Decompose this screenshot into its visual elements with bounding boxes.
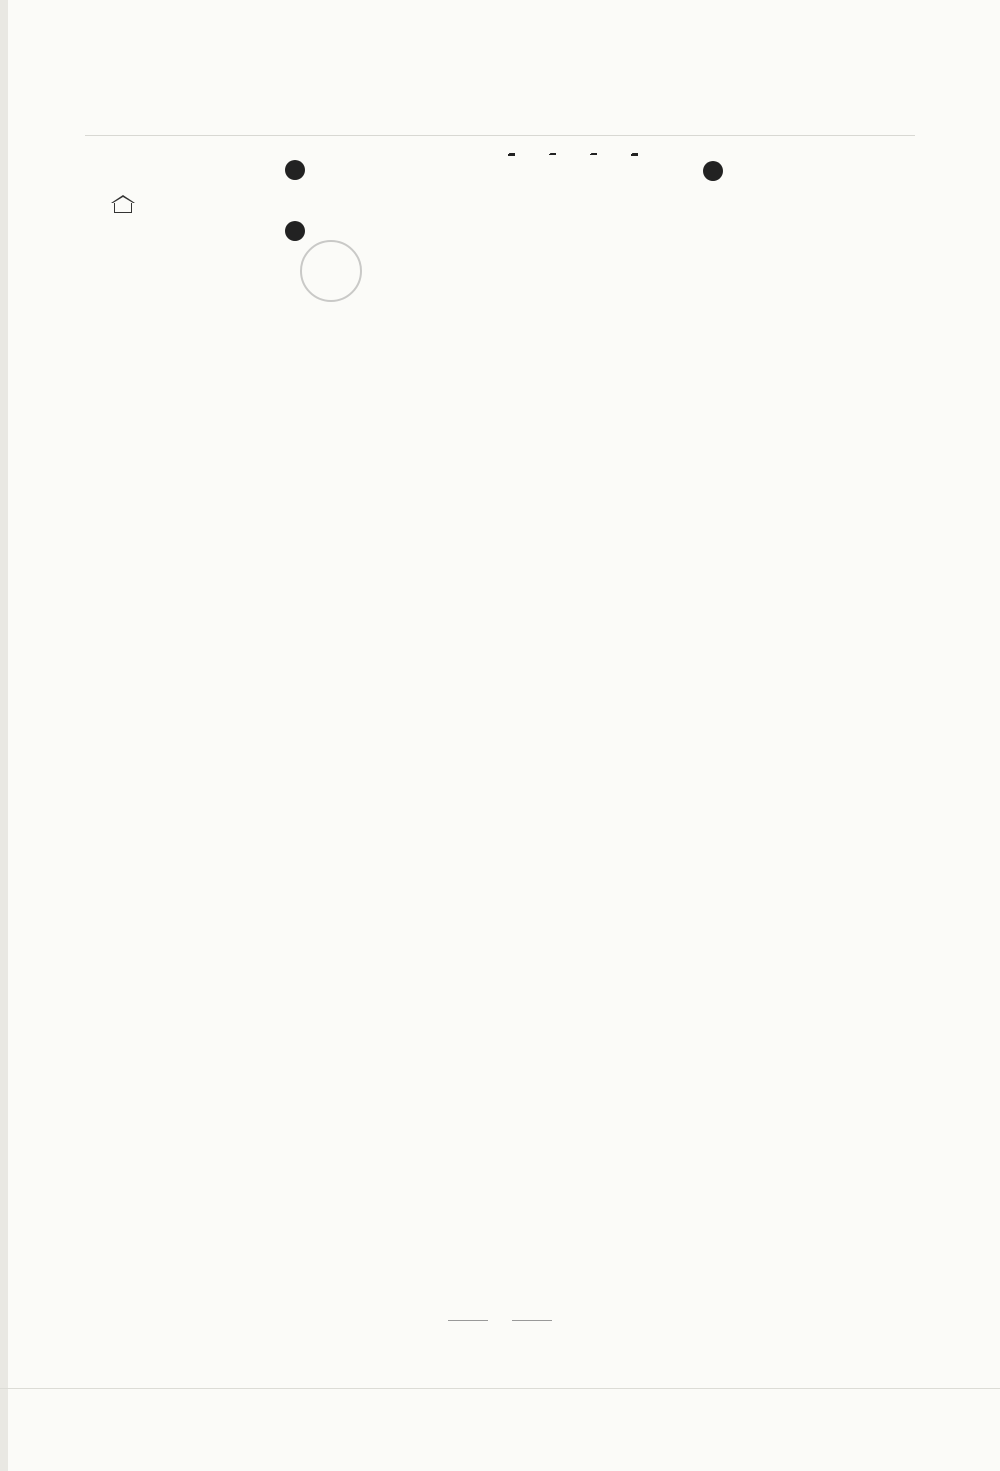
lesson-number-badge [285,160,305,180]
long-division [631,153,638,156]
division-step [549,154,556,155]
division-step [590,154,597,155]
left-column [90,155,500,256]
lesson-8-heading [508,161,918,191]
top-rule [85,135,915,136]
long-division [508,153,515,156]
page-number [0,1312,1000,1330]
division-step [631,155,638,156]
lesson-6-heading [90,160,500,190]
division-step [508,155,515,156]
house-icon [110,195,136,213]
dividend [632,153,638,154]
dividend [509,153,515,154]
stamp-watermark [300,240,362,302]
page-edge [0,0,8,1471]
dividend [550,153,556,154]
dividend [591,153,597,154]
answer-line [90,195,500,216]
lesson-number-badge [703,161,723,181]
long-division-row [508,153,918,156]
long-division [549,153,556,156]
right-column [508,155,918,198]
bottom-rule [0,1388,1000,1389]
long-division [590,153,597,156]
lesson-number-badge [285,221,305,241]
lesson-7-heading [90,221,500,251]
